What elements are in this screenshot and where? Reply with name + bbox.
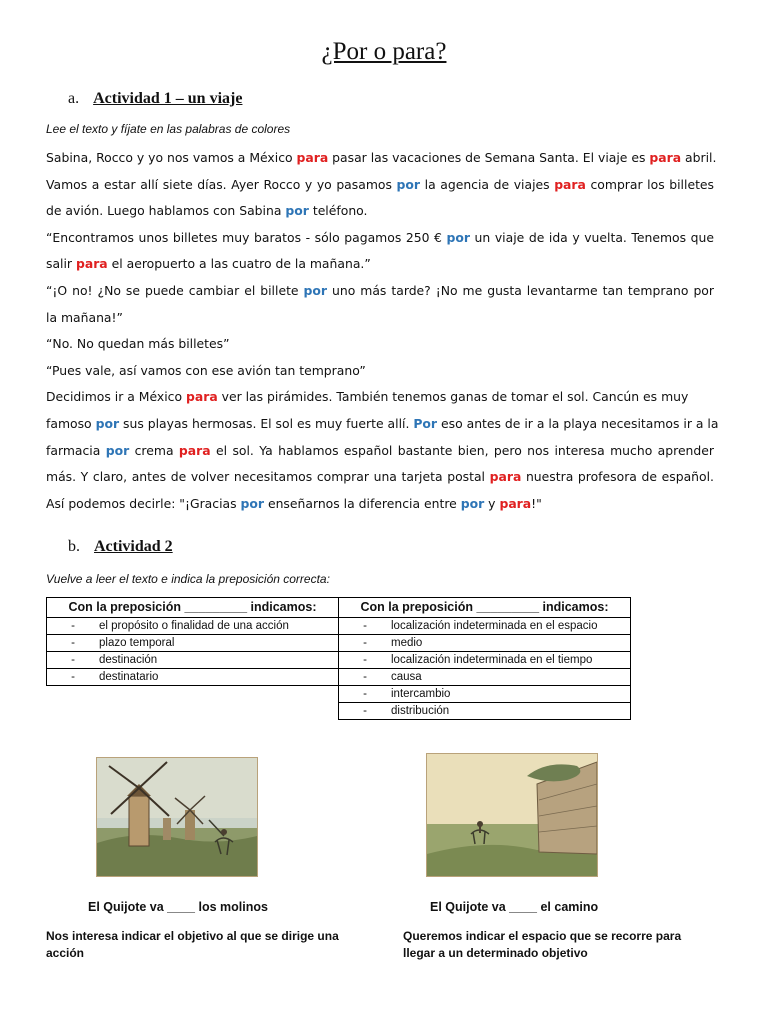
table-cell [339,669,631,686]
table-row [47,652,339,669]
table-item: localización indeterminada en el tiempo [391,654,593,666]
story-text-segment: Así podemos decirle: "¡Gracias [46,495,241,511]
story-text-segment: un viaje de ida y vuelta. Tenemos que [470,229,714,245]
keyword-para: para [178,442,211,458]
table-cell [339,686,631,703]
story-text-segment: salir [46,256,76,272]
bullet-dash: - [363,637,367,649]
story-text-segment: sus playas hermosas. El sol es muy fuerte allí. [119,415,414,431]
section-b-instruction: Vuelve a leer el texto e indica la preposición correcta: [46,572,330,586]
section-b-letter: b. [68,538,80,555]
section-b-heading [68,538,173,556]
story-line [46,438,714,465]
windmills-illustration [96,757,258,877]
section-a-instruction: Lee el texto y fíjate en las palabras de colores [46,122,291,136]
table-item: destinatario [99,671,159,683]
story-text-segment: “No. No quedan más billetes” [46,336,230,352]
story-line [46,411,719,438]
keyword-para: para [649,150,682,165]
keyword-por: por [105,442,130,458]
keyword-para: para [296,150,329,165]
keyword-para: para [185,389,218,405]
table-item: intercambio [391,688,451,700]
story-text-segment: la agencia de viajes [420,176,555,192]
story-text-segment: el aeropuerto a las cuatro de la mañana.” [107,256,371,272]
page-title: ¿Por o para? [321,38,447,65]
table-item: localización indeterminada en el espacio [391,620,598,632]
note-left: Nos interesa indicar el objetivo al que se dirige una acción [46,929,339,960]
keyword-por: por [303,282,328,298]
section-a-title: Actividad 1 – un viaje [93,90,243,107]
keyword-para: para [499,495,532,511]
bullet-dash: - [363,654,367,666]
table-cell [47,618,339,635]
caption-left: El Quijote va ____ los molinos [88,900,268,914]
keyword-por: por [396,176,421,192]
story-text-segment: Decidimos ir a México [46,389,186,405]
rider-on-road-icon [427,754,597,876]
bullet-dash: - [363,705,367,717]
section-b-title: Actividad 2 [94,538,173,555]
table-row [339,635,631,652]
preposition-table-left [46,597,339,686]
table-item: plazo temporal [99,637,175,649]
story-text-segment: pasar las vacaciones de Semana Santa. El viaje es [328,150,650,165]
story-text-segment: ver las pirámides. También tenemos ganas de tomar el sol. Cancún es muy [217,389,689,405]
story-line [46,278,714,305]
table-right-header: Con la preposición _________ indicamos: [339,598,631,618]
keyword-por: por [460,495,485,511]
table-item: distribución [391,705,450,717]
table-row [339,618,631,635]
caption-right: El Quijote va ____ el camino [430,900,599,914]
story-text-segment: crema [129,442,179,458]
keyword-para: para [489,469,522,485]
table-cell [339,703,631,720]
table-item: medio [391,637,423,649]
table-row [339,652,631,669]
bullet-dash: - [363,620,367,632]
table-item: destinación [99,654,158,666]
table-row [47,635,339,652]
table-cell [47,635,339,652]
bullet-dash: - [363,688,367,700]
table-row [47,618,339,635]
story-text-segment: “¡O no! ¿No se puede cambiar el billete [46,282,304,298]
story-line [46,331,714,358]
keyword-por: por [285,203,309,219]
story-line [46,172,714,199]
keyword-por: por [240,495,265,511]
story-text-segment: abril. [681,150,717,165]
story-text-segment: más. Y claro, antes de volver necesitamos comprar una tarjeta postal [46,469,490,485]
preposition-table-right [338,597,631,720]
bullet-dash: - [71,637,75,649]
rider-on-road-illustration [426,753,598,877]
story-line [46,305,714,332]
section-a-heading [68,90,242,108]
keyword-por: por [95,415,120,431]
story-text-segment: farmacia [46,442,106,458]
story-text-segment: Sabina, Rocco y yo nos vamos a México [46,150,297,165]
table-left-header: Con la preposición _________ indicamos: [47,598,339,618]
story-text-segment: comprar los billetes [585,176,715,192]
story-line [46,145,717,172]
story-line [46,225,714,252]
keyword-para: para [75,256,108,272]
story-line [46,464,714,491]
keyword-por: por [446,229,470,245]
story-text-segment: “Pues vale, así vamos con ese avión tan temprano” [46,362,366,378]
section-a-letter: a. [68,90,80,107]
bullet-dash: - [71,620,75,632]
bullet-dash: - [71,654,75,666]
table-cell [47,669,339,686]
table-item: causa [391,671,422,683]
story-line [46,384,714,411]
table-cell [339,618,631,635]
table-item: el propósito o finalidad de una acción [99,620,289,632]
story-text-segment: “Encontramos unos billetes muy baratos - sólo pagamos 250 € [46,229,447,245]
table-cell [339,635,631,652]
note-right: Queremos indicar el espacio que se recorre para llegar a un determinado objetivo [403,929,682,960]
keyword-por: Por [413,415,438,431]
story-text-segment: de avión. Luego hablamos con Sabina [46,203,286,219]
keyword-para: para [554,176,586,192]
table-cell [339,652,631,669]
windmills-icon [97,758,257,876]
story-text-segment: nuestra profesora de español. [521,469,714,485]
bullet-dash: - [71,671,75,683]
story-text-segment: Vamos a estar allí siete días. Ayer Rocco y yo pasamos [46,176,397,192]
story-line [46,358,714,385]
table-row [339,703,631,720]
story-text-segment: uno más tarde? ¡No me gusta levantarme tan temprano por [327,282,714,298]
story-line [46,251,714,278]
table-row [339,686,631,703]
story-line [46,198,714,225]
story-text-segment: teléfono. [308,203,368,219]
story-text-segment: eso antes de ir a la playa necesitamos ir a la [437,415,719,431]
story-text-segment: y [484,495,500,511]
story-text-segment: el sol. Ya hablamos español bastante bien, pero nos interesa mucho aprender [210,442,714,458]
story-text-segment: famoso [46,415,96,431]
story-text-segment: la mañana!” [46,309,123,325]
table-row [47,669,339,686]
table-row [339,669,631,686]
story-text-segment: !" [531,495,542,511]
story-line [46,491,714,518]
bullet-dash: - [363,671,367,683]
story-text-segment: enseñarnos la diferencia entre [264,495,461,511]
story-text [46,145,719,517]
table-cell [47,652,339,669]
